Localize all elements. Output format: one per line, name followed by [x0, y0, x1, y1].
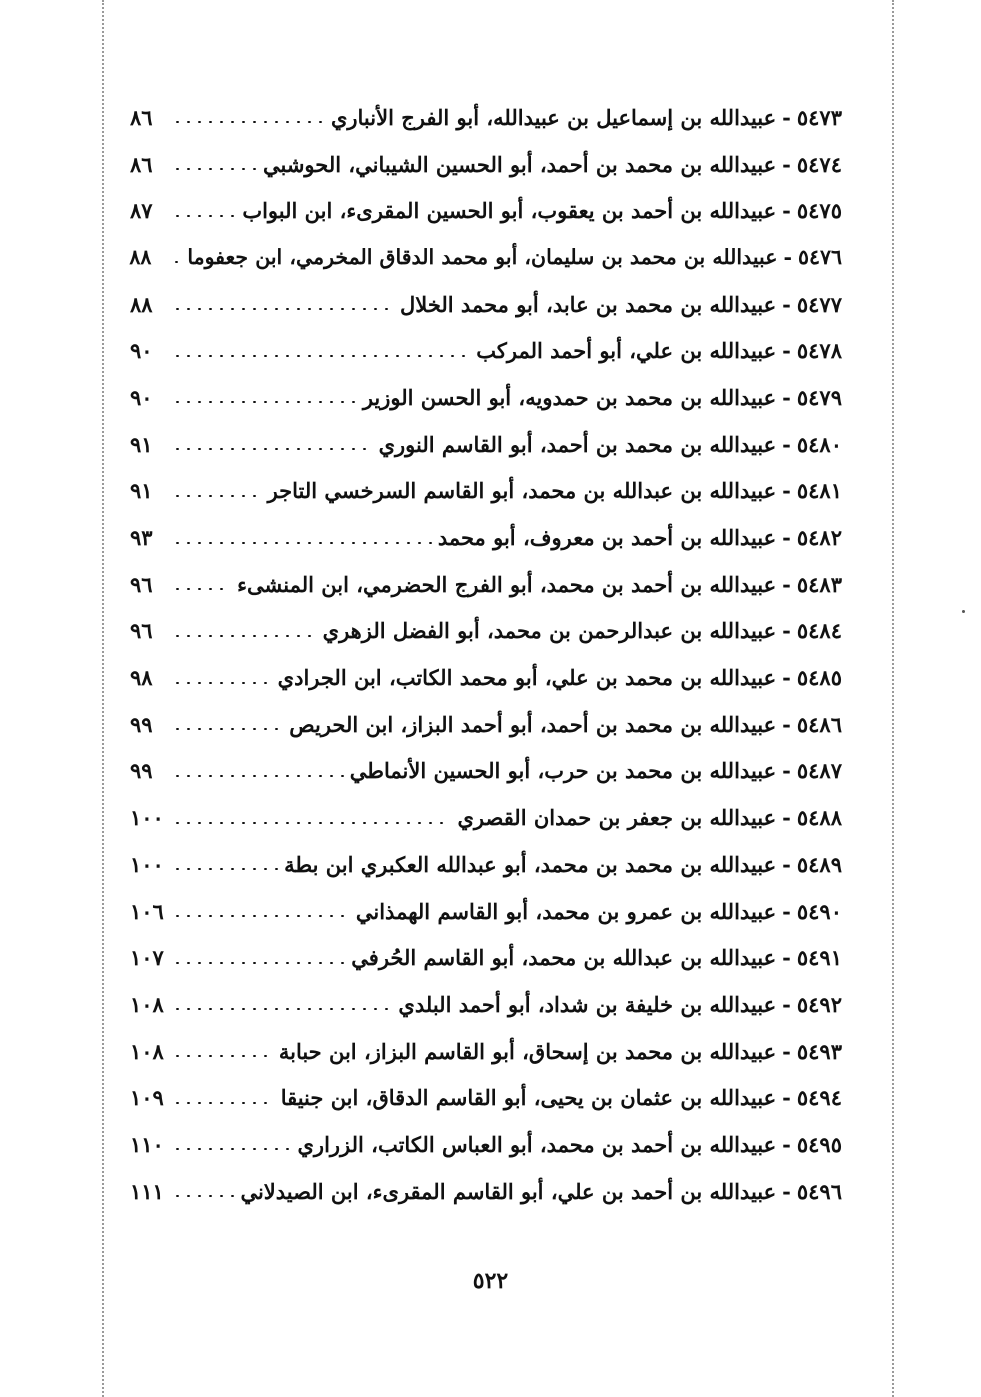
toc-entry	[130, 1121, 842, 1168]
entry-page-number: ١٠٦	[130, 898, 164, 924]
dot-leader	[172, 915, 350, 917]
page-number: ٥٢٢	[472, 1268, 509, 1294]
entry-number: ٥٤٨١	[796, 478, 842, 504]
toc-entry	[130, 141, 842, 188]
entry-separator: -	[782, 805, 791, 831]
entry-number: ٥٤٨٥	[796, 665, 842, 691]
dot-leader	[172, 495, 262, 497]
entry-number: ٥٤٨٢	[796, 525, 842, 551]
toc-entry	[130, 374, 842, 421]
entry-title: عبيدالله بن محمد بن عابد، أبو محمد الخلال	[400, 291, 777, 317]
toc-entry	[130, 1168, 842, 1215]
entry-separator: -	[782, 478, 791, 504]
entry-number: ٥٤٩٠	[796, 898, 842, 924]
toc-entry	[130, 234, 842, 281]
entry-separator: -	[782, 851, 791, 877]
entry-title: عبيدالله بن إسماعيل بن عبيدالله، أبو الفرج الأنباري	[330, 104, 777, 130]
dot-leader	[172, 121, 325, 123]
entry-title: عبيدالله بن محمد بن حرب، أبو الحسين الأنماطي	[349, 758, 777, 784]
toc-entry	[130, 1028, 842, 1075]
entry-number: ٥٤٨٠	[796, 431, 842, 457]
entry-separator: -	[782, 104, 791, 130]
entry-separator: -	[782, 945, 791, 971]
toc-entry	[130, 187, 842, 234]
entry-page-number: ٨٨	[129, 245, 152, 270]
entry-separator: -	[782, 431, 791, 457]
entry-separator: -	[782, 758, 791, 784]
toc-entry	[130, 561, 842, 608]
toc-entry	[130, 327, 842, 374]
entry-number: ٥٤٧٧	[796, 291, 842, 317]
entry-page-number: ٨٨	[130, 291, 153, 317]
toc-entry	[130, 281, 842, 328]
toc-entry	[130, 981, 842, 1028]
dot-leader	[172, 588, 231, 590]
dot-leader	[172, 822, 451, 824]
entry-number: ٥٤٨٣	[796, 571, 842, 597]
entry-separator: -	[782, 665, 791, 691]
toc-entry	[130, 841, 842, 888]
entry-separator: -	[782, 991, 791, 1017]
entry-separator: -	[782, 1038, 791, 1064]
entry-page-number: ٩٦	[130, 618, 153, 644]
dot-leader	[172, 215, 236, 217]
entry-number: ٥٤٨٤	[796, 618, 842, 644]
entry-page-number: ٨٦	[130, 104, 153, 130]
entry-title: عبيدالله بن محمد بن إسحاق، أبو القاسم البزاز، ابن حبابة	[278, 1038, 777, 1064]
entry-title: عبيدالله بن أحمد بن يعقوب، أبو الحسين المقرىء، ابن البواب	[242, 198, 777, 224]
entry-separator: -	[782, 711, 791, 737]
entry-page-number: ١٠٠	[130, 851, 164, 877]
entry-separator: -	[782, 1178, 791, 1204]
entry-page-number: ٩٣	[130, 525, 153, 551]
toc-entry	[130, 514, 842, 561]
dot-leader	[172, 448, 373, 450]
entry-page-number: ٩٠	[130, 338, 153, 364]
entry-page-number: ٨٦	[130, 151, 153, 177]
entry-number: ٥٤٧٨	[796, 338, 842, 364]
dot-leader	[172, 1102, 275, 1104]
entry-title: عبيدالله بن محمد بن محمد، أبو عبدالله العكبري ابن بطة	[284, 851, 777, 877]
entry-title: عبيدالله بن محمد بن علي، أبو محمد الكاتب، ابن الجرادي	[277, 665, 777, 691]
entry-title: عبيدالله بن محمد بن أحمد، أبو أحمد البزاز، ابن الحريص	[289, 711, 777, 737]
entry-page-number: ٩٩	[130, 758, 153, 784]
entry-page-number: ٩٨	[130, 665, 153, 691]
dot-leader	[172, 1195, 234, 1197]
scan-speck	[962, 610, 965, 613]
entry-separator: -	[782, 291, 791, 317]
entry-number: ٥٤٨٩	[796, 851, 842, 877]
entry-title: عبيدالله بن أحمد بن معروف، أبو محمد	[437, 525, 777, 551]
entry-title: عبيدالله بن أحمد بن محمد، أبو العباس الكاتب، الزراري	[297, 1131, 777, 1157]
entry-page-number: ٩٩	[130, 711, 153, 737]
dot-leader	[172, 308, 394, 310]
toc-entry	[130, 934, 842, 981]
entry-title: عبيدالله بن عمرو بن محمد، أبو القاسم الهمذاني	[355, 898, 777, 924]
toc-entry	[130, 1074, 842, 1121]
entry-page-number: ٩١	[130, 478, 153, 504]
entry-page-number: ٩٦	[130, 571, 153, 597]
entry-separator: -	[782, 618, 791, 644]
toc-entry	[130, 794, 842, 841]
dot-leader	[172, 401, 357, 403]
entry-separator: -	[782, 198, 791, 224]
entry-number: ٥٤٩١	[796, 945, 842, 971]
dot-leader	[172, 728, 283, 730]
entry-title: عبيدالله بن أحمد بن محمد، أبو الفرج الحضرمي، ابن المنشىء	[237, 571, 777, 597]
entry-page-number: ١٠٧	[130, 945, 164, 971]
dot-leader	[172, 355, 470, 357]
toc-entry	[130, 888, 842, 935]
entry-number: ٥٤٩٤	[796, 1085, 842, 1111]
entry-page-number: ١٠٨	[130, 991, 164, 1017]
entry-page-number: ١٠٨	[130, 1038, 164, 1064]
entry-separator: -	[782, 1131, 791, 1157]
dot-leader	[172, 1055, 273, 1057]
dot-leader	[172, 1148, 292, 1150]
fold-line-right	[892, 0, 894, 1397]
entry-number: ٥٤٩٦	[796, 1178, 842, 1204]
entry-title: عبيدالله بن عبدالله بن محمد، أبو القاسم السرخسي التاجر	[267, 478, 777, 504]
entry-page-number: ١٠٠	[130, 805, 164, 831]
table-of-contents	[130, 94, 842, 1215]
toc-entry	[130, 701, 842, 748]
entry-separator: -	[782, 338, 791, 364]
entry-title: عبيدالله بن أحمد بن علي، أبو القاسم المقرىء، ابن الصيدلاني	[240, 1178, 777, 1204]
entry-title: عبيدالله بن محمد بن سليمان، أبو محمد الدقاق المخرمي، ابن جعفوما	[187, 245, 778, 270]
entry-title: عبيدالله بن عبدالله بن محمد، أبو القاسم الحُرفي	[351, 945, 777, 971]
dot-leader	[172, 682, 272, 684]
dot-leader	[171, 261, 181, 263]
toc-entry	[130, 608, 842, 655]
entry-number: ٥٤٨٦	[796, 711, 842, 737]
entry-title: عبيدالله بن محمد بن أحمد، أبو القاسم النوري	[378, 431, 777, 457]
entry-separator: -	[782, 384, 791, 410]
entry-separator: -	[782, 151, 791, 177]
dot-leader	[172, 635, 317, 637]
entry-separator: -	[782, 898, 791, 924]
entry-separator: -	[783, 245, 792, 270]
entry-title: عبيدالله بن خليفة بن شداد، أبو أحمد البلدي	[398, 991, 777, 1017]
entry-number: ٥٤٧٣	[796, 104, 842, 130]
toc-entry	[130, 421, 842, 468]
entry-number: ٥٤٧٦	[797, 245, 842, 270]
entry-title: عبيدالله بن علي، أبو أحمد المركب	[476, 338, 777, 364]
entry-number: ٥٤٧٥	[796, 198, 842, 224]
dot-leader	[172, 542, 432, 544]
entry-separator: -	[782, 525, 791, 551]
entry-number: ٥٤٩٣	[796, 1038, 842, 1064]
entry-title: عبيدالله بن جعفر بن حمدان القصري	[457, 805, 777, 831]
entry-number: ٥٤٩٢	[796, 991, 842, 1017]
entry-number: ٥٤٨٨	[796, 805, 842, 831]
entry-title: عبيدالله بن عبدالرحمن بن محمد، أبو الفضل الزهري	[322, 618, 777, 644]
entry-separator: -	[782, 571, 791, 597]
dot-leader	[172, 868, 278, 870]
toc-entry	[130, 748, 842, 795]
entry-separator: -	[782, 1085, 791, 1111]
toc-entry	[130, 468, 842, 515]
entry-number: ٥٤٧٤	[796, 151, 842, 177]
entry-page-number: ٨٧	[130, 198, 153, 224]
dot-leader	[172, 168, 257, 170]
entry-page-number: ١٠٩	[130, 1085, 164, 1111]
entry-page-number: ٩١	[130, 431, 153, 457]
entry-title: عبيدالله بن محمد بن أحمد، أبو الحسين الشيباني، الحوشبي	[262, 151, 777, 177]
dot-leader	[172, 775, 344, 777]
entry-title: عبيدالله بن عثمان بن يحيى، أبو القاسم الدقاق، ابن جنيقا	[280, 1085, 777, 1111]
entry-number: ٥٤٩٥	[796, 1131, 842, 1157]
toc-entry	[130, 654, 842, 701]
entry-page-number: ١١٠	[130, 1131, 164, 1157]
entry-number: ٥٤٧٩	[796, 384, 842, 410]
entry-page-number: ٩٠	[130, 384, 153, 410]
entry-title: عبيدالله بن محمد بن حمدويه، أبو الحسن الوزير	[362, 384, 777, 410]
dot-leader	[172, 1008, 392, 1010]
entry-page-number: ١١١	[130, 1178, 164, 1204]
toc-entry	[130, 94, 842, 141]
fold-line-left	[102, 0, 104, 1397]
dot-leader	[172, 962, 345, 964]
entry-number: ٥٤٨٧	[796, 758, 842, 784]
